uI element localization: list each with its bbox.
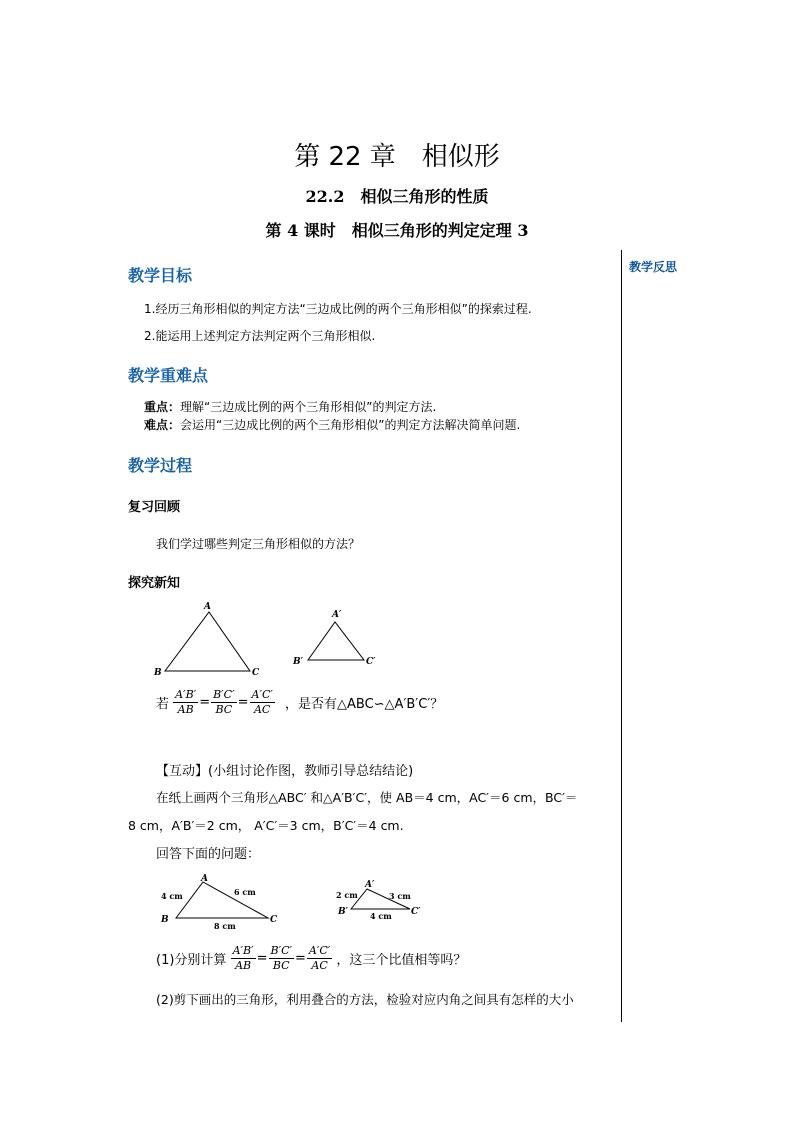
fraction-3-num: A′C′ [308, 944, 331, 957]
margin-divider [621, 250, 622, 1022]
chapter-title: 第 22 章 相似形 [294, 142, 500, 172]
label-b: B [154, 668, 162, 678]
key-text: 理解“三边成比例的两个三角形相似”的判定方法. [180, 400, 437, 414]
fraction-3-den: AC [253, 703, 271, 716]
interact-note: (小组讨论作图，教师引导总结结论) [208, 764, 414, 779]
fraction-1 [173, 688, 198, 717]
triangle-abc-prime [308, 622, 364, 660]
label-a: A [201, 874, 208, 884]
fraction-3 [307, 944, 332, 973]
fraction-1-den: AB [235, 959, 252, 972]
interact-label: 【互动】 [156, 764, 209, 779]
fraction-2 [211, 688, 237, 717]
construction-line-1: 在纸上画两个三角形△ABC′ 和△A′B′C′，使 AB＝4 cm，AC′＝6 cm，BC′＝ [156, 790, 578, 805]
fraction-2-num: B′C′ [270, 944, 292, 957]
equals-sign: = [199, 695, 211, 710]
figure-measured-triangles [158, 872, 428, 934]
length-b-c-prime: 4 cm [370, 911, 392, 921]
length-a-c-prime: 3 cm [389, 891, 411, 901]
fraction-2-den: BC [272, 959, 290, 972]
goal-item-2: 2.能运用上述判定方法判定两个三角形相似. [144, 329, 376, 343]
reflection-label: 教学反思 [629, 260, 678, 274]
label-c-prime: C′ [366, 657, 376, 667]
hard-point [144, 416, 520, 433]
length-ab: 4 cm [161, 891, 183, 901]
section-title: 22.2 相似三角形的性质 [305, 187, 489, 206]
question-2: (2)剪下画出的三角形，利用叠合的方法，检验对应内角之间具有怎样的大小 [156, 992, 574, 1007]
goal-item-1: 1.经历三角形相似的判定方法“三边成比例的两个三角形相似”的探索过程. [144, 302, 532, 316]
process-heading: 教学过程 [128, 456, 193, 475]
label-a-prime: A′ [332, 610, 342, 620]
review-question: 我们学过哪些判定三角形相似的方法？ [156, 537, 361, 551]
label-b: B [161, 915, 169, 925]
hard-text: 会运用“三边成比例的两个三角形相似”的判定方法解决简单问题. [180, 418, 521, 432]
fraction-2-num: B′C′ [213, 688, 235, 701]
goals-heading: 教学目标 [128, 266, 193, 285]
review-title: 复习回顾 [128, 500, 181, 515]
question-prefix: 若 [156, 697, 170, 712]
similarity-question [156, 688, 443, 717]
length-bc: 8 cm [214, 921, 236, 931]
hard-label: 难点： [144, 418, 181, 432]
fraction-1 [231, 944, 256, 973]
answer-prompt: 回答下面的问题： [156, 847, 261, 862]
fraction-2-den: BC [215, 703, 233, 716]
fraction-1-num: A′B′ [175, 688, 197, 701]
label-c: C [270, 915, 278, 925]
lesson-title: 第 4 课时 相似三角形的判定定理 3 [265, 221, 529, 240]
fraction-2 [269, 944, 295, 973]
interaction-line [156, 760, 413, 779]
label-a: A [204, 602, 211, 612]
equals-sign: = [256, 951, 268, 966]
label-b-prime: B′ [338, 907, 348, 917]
key-points-heading: 教学重难点 [128, 366, 209, 385]
fraction-3-den: AC [311, 959, 328, 972]
question-1 [156, 944, 466, 973]
fraction-1-den: AB [177, 703, 194, 716]
equals-sign: = [237, 695, 249, 710]
fraction-3 [250, 688, 275, 717]
key-label: 重点： [144, 400, 181, 414]
fraction-1-num: A′B′ [232, 944, 254, 957]
figure-similar-triangles [148, 598, 398, 682]
fraction-3-num: A′C′ [251, 688, 273, 701]
label-b-prime: B′ [293, 657, 303, 667]
q1-suffix: ，这三个比值相等吗？ [336, 953, 467, 968]
explore-title: 探究新知 [128, 576, 181, 591]
label-c-prime: C′ [411, 907, 421, 917]
triangle-abc [165, 612, 250, 671]
construction-line-2: 8 cm，A′B′＝2 cm， A′C′＝3 cm，B′C′＝4 cm. [128, 818, 404, 833]
question-suffix: ，是否有△ABC∽△A′B′C′？ [285, 697, 444, 712]
q1-prefix: (1)分别计算 [156, 953, 227, 968]
label-c: C [252, 668, 260, 678]
label-a-prime: A′ [365, 880, 375, 890]
length-a-b-prime: 2 cm [336, 890, 358, 900]
equals-sign: = [295, 951, 306, 966]
key-point [144, 398, 436, 415]
length-ac: 6 cm [234, 887, 256, 897]
